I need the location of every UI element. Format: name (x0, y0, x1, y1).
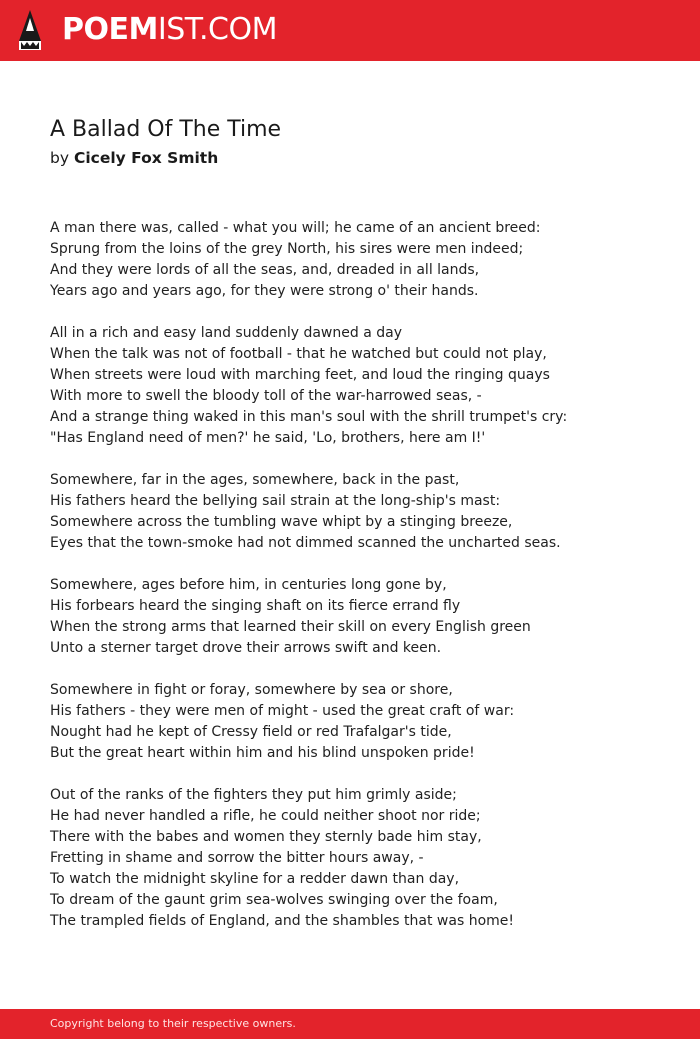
by-label: by (50, 149, 70, 167)
poem-line: Fretting in shame and sorrow the bitter hours away, - (50, 850, 424, 866)
poem-line: His fathers heard the bellying sail strain at the long-ship's mast: (50, 493, 501, 509)
poem-line: When streets were loud with marching feet, and loud the ringing quays (50, 367, 550, 383)
poem-line: To watch the midnight skyline for a redder dawn than day, (50, 871, 460, 887)
poem-line: Eyes that the town-smoke had not dimmed scanned the uncharted seas. (50, 535, 561, 551)
poem-line: Somewhere in fight or foray, somewhere by sea or shore, (50, 682, 453, 698)
stanza (50, 680, 670, 764)
poem-line: Out of the ranks of the fighters they put him grimly aside; (50, 787, 457, 803)
poem-line: When the talk was not of football - that he watched but could not play, (50, 346, 547, 362)
poem-line: His forbears heard the singing shaft on its fierce errand fly (50, 598, 461, 614)
stanza (50, 323, 670, 449)
poem-line: The trampled fields of England, and the shambles that was home! (50, 913, 514, 929)
poem-line: "Has England need of men?' he said, 'Lo, brothers, here am I!' (50, 430, 486, 446)
poem-line: Somewhere, ages before him, in centuries long gone by, (50, 577, 447, 593)
poem-title: A Ballad Of The Time (50, 117, 282, 142)
poem-line: Years ago and years ago, for they were strong o' their hands. (50, 283, 479, 299)
poem-line: All in a rich and easy land suddenly dawned a day (50, 325, 402, 341)
logo-text-bold: POEM (62, 12, 158, 47)
poem-line: With more to swell the bloody toll of the war-harrowed seas, - (50, 388, 482, 404)
author-name: Cicely Fox Smith (73, 149, 219, 167)
poem-line: He had never handled a rifle, he could neither shoot nor ride; (50, 808, 481, 824)
stanza (50, 785, 670, 932)
site-header (0, 0, 700, 61)
pencil-icon[interactable] (18, 9, 42, 51)
poem-line: And they were lords of all the seas, and, dreaded in all lands, (50, 262, 480, 278)
stanza (50, 218, 670, 302)
poem-line: Nought had he kept of Cressy field or red Trafalgar's tide, (50, 724, 452, 740)
poem-line: And a strange thing waked in this man's soul with the shrill trumpet's cry: (50, 409, 568, 425)
poem-line: Sprung from the loins of the grey North, his sires were men indeed; (50, 241, 524, 257)
copyright-notice: Copyright belong to their respective owners. (50, 1017, 296, 1030)
logo-text-light: IST.COM (157, 12, 277, 47)
poem-line: When the strong arms that learned their skill on every English green (50, 619, 531, 635)
poem-line: His fathers - they were men of might - used the great craft of war: (50, 703, 515, 719)
stanza (50, 575, 670, 659)
poem-line: Somewhere across the tumbling wave whipt by a stinging breeze, (50, 514, 513, 530)
stanza (50, 470, 670, 554)
poem-body (50, 218, 670, 953)
poem-line: Unto a sterner target drove their arrows swift and keen. (50, 640, 442, 656)
site-footer (0, 1009, 700, 1039)
poem-line: There with the babes and women they sternly bade him stay, (50, 829, 482, 845)
poem-line: A man there was, called - what you will; he came of an ancient breed: (50, 220, 541, 236)
byline (50, 149, 218, 167)
site-logo[interactable] (62, 10, 277, 50)
poem-line: To dream of the gaunt grim sea-wolves swinging over the foam, (50, 892, 498, 908)
poem-line: Somewhere, far in the ages, somewhere, back in the past, (50, 472, 460, 488)
poem-line: But the great heart within him and his blind unspoken pride! (50, 745, 475, 761)
